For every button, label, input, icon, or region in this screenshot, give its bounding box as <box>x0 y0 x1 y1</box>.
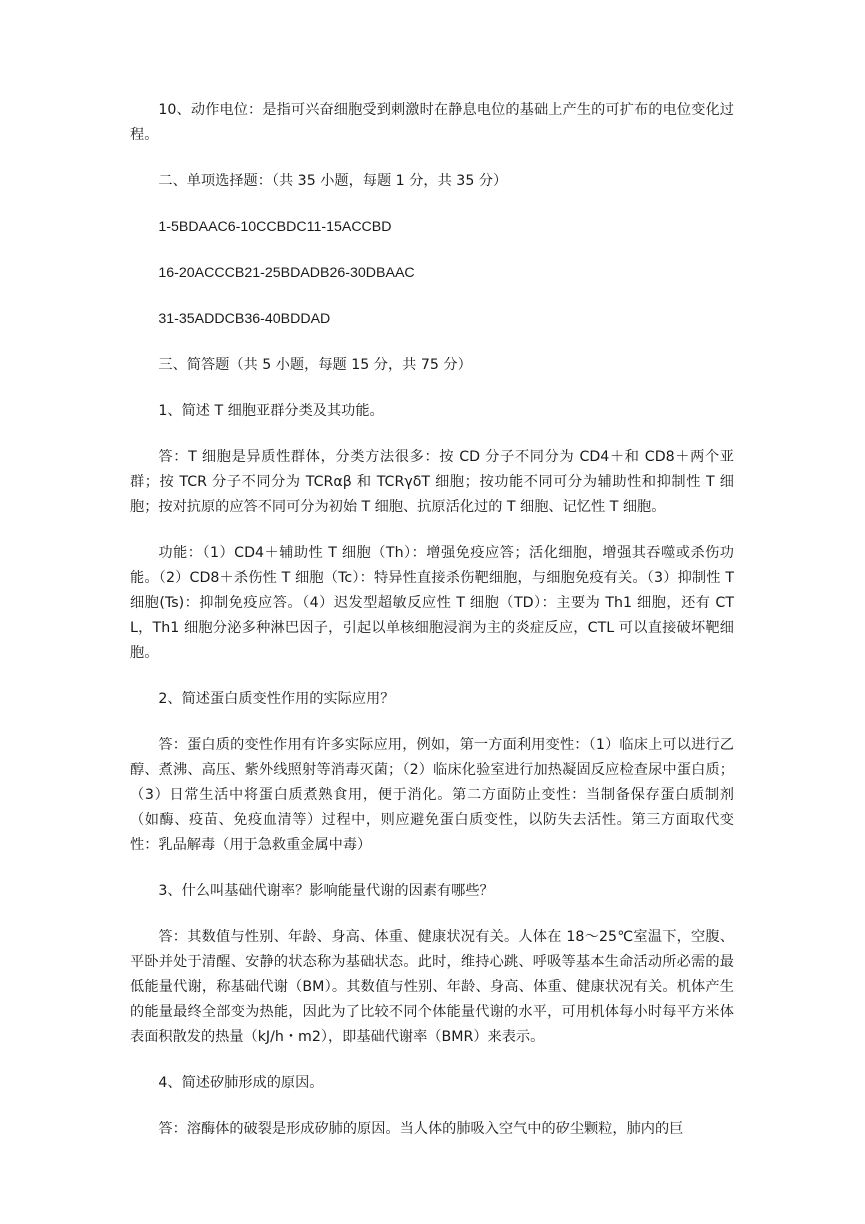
document-page <box>130 98 734 1163</box>
answer-4-partial: 答：溶酶体的破裂是形成矽肺的原因。当人体的肺吸入空气中的矽尘颗粒，肺内的巨 <box>158 1121 684 1137</box>
question-4: 4、简述矽肺形成的原因。 <box>158 1075 324 1091</box>
answer-3: 答：其数值与性别、年龄、身高、体重、健康状况有关。人体在 18～25℃室温下，空腹、平卧并处于清醒、安静的状态称为基础状态。此时，维持心跳、呼吸等基本生命活动所必需的最低能量代谢，称基础代谢（BM）。其数值与性别、年龄、身高、体重、健康状况有关。机体产生的能量最终全部变为热能，因此为了比较不同个体能量代谢的水平，可用机体每小时每平方米体表面积散发的热量（kJ/h・m2），即基础代谢率（BMR）来表示。 <box>130 929 734 1045</box>
paragraph-definition-10: 10、动作电位：是指可兴奋细胞受到刺激时在静息电位的基础上产生的可扩布的电位变化过程。 <box>130 102 734 143</box>
answer-2: 答：蛋白质的变性作用有许多实际应用，例如，第一方面利用变性：（1）临床上可以进行乙醇、煮沸、高压、紫外线照射等消毒灭菌；（2）临床化验室进行加热凝固反应检查尿中蛋白质；（3）日常生活中将蛋白质煮熟食用，便于消化。第二方面防止变性：当制备保存蛋白质制剂（如酶、疫苗、免疫血清等）过程中，则应避免蛋白质变性，以防失去活性。第三方面取代变性：乳品解毒（用于急救重金属中毒） <box>130 737 734 853</box>
question-3: 3、什么叫基础代谢率？影响能量代谢的因素有哪些？ <box>158 883 494 899</box>
section-heading-multiple-choice: 二、单项选择题：（共 35 小题，每题 1 分，共 35 分） <box>158 173 508 189</box>
answer-1-classification: 答：T 细胞是异质性群体，分类方法很多：按 CD 分子不同分为 CD4＋和 CD8＋两个亚群；按 TCR 分子不同分为 TCRαβ 和 TCRγδT 细胞；按功能不同可分为辅助性和抑制性 T 细胞；按对抗原的应答不同可分为初始 T 细胞、抗原活化过的 T 细胞、记忆性 T 细胞。 <box>130 449 734 515</box>
question-2: 2、简述蛋白质变性作用的实际应用？ <box>158 691 395 707</box>
answer-key-line-3: 31-35ADDCB36-40BDDAD <box>158 311 331 327</box>
answer-1-function: 功能：（1）CD4＋辅助性 T 细胞（Th）：增强免疫应答；活化细胞，增强其吞噬或杀伤功能。（2）CD8＋杀伤性 T 细胞（Tc）：特异性直接杀伤靶细胞，与细胞免疫有关。（3）抑制性 T 细胞(Ts)：抑制免疫应答。（4）迟发型超敏反应性 T 细胞（TD）：主要为 Th1 细胞，还有 CTL，Th1 细胞分泌多种淋巴因子，引起以单核细胞浸润为主的炎症反应，CTL 可以直接破坏靶细胞。 <box>130 545 734 661</box>
section-heading-short-answer: 三、简答题（共 5 小题，每题 15 分，共 75 分） <box>158 357 472 373</box>
answer-key-line-1: 1-5BDAAC6-10CCBDC11-15ACCBD <box>158 219 392 235</box>
answer-key-line-2: 16-20ACCCB21-25BDADB26-30DBAAC <box>158 265 415 281</box>
question-1: 1、简述 T 细胞亚群分类及其功能。 <box>158 403 384 419</box>
